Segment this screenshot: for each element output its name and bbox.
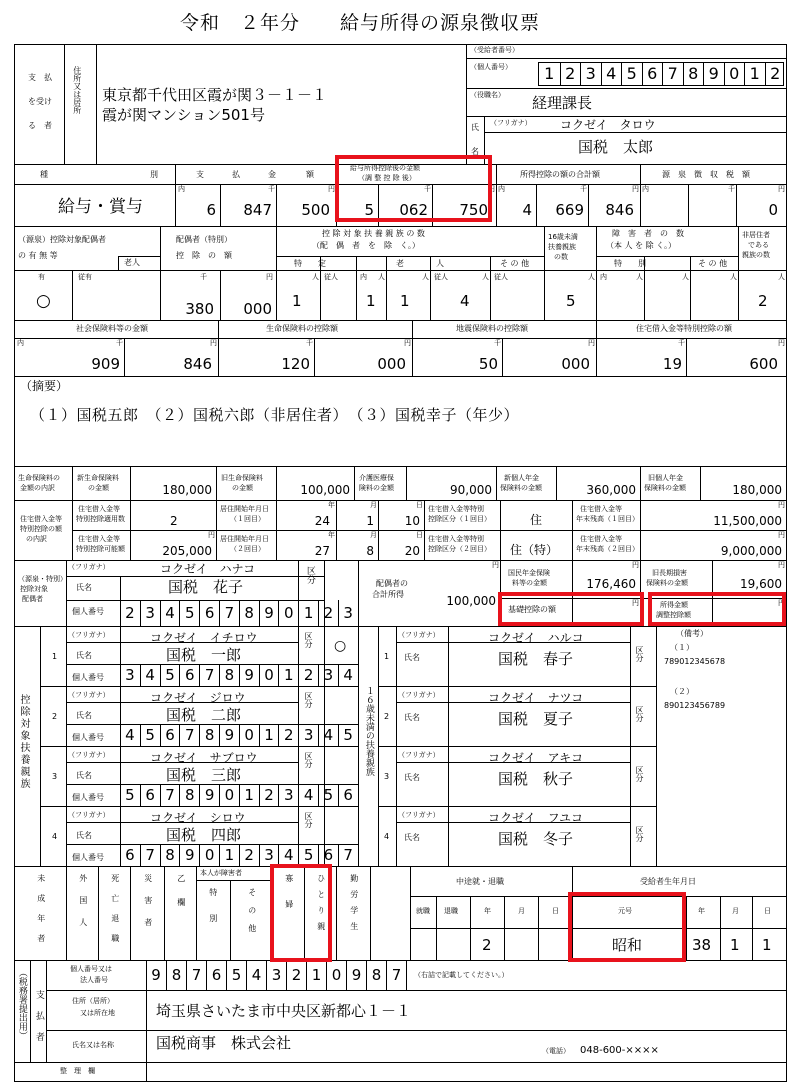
residence-start-day-2: 20	[404, 544, 420, 558]
recipient-personal-number	[538, 62, 784, 86]
spouse-deduction-yen: 000	[243, 300, 272, 318]
residence-start-year-2: 27	[314, 544, 330, 558]
under16-name: 国税 春子	[498, 650, 574, 668]
number-digit: 2	[286, 960, 306, 990]
number-digit: 8	[199, 724, 219, 746]
number-digit: 4	[318, 724, 338, 746]
dependent-name: 国税 二郎	[166, 706, 242, 724]
number-digit: 6	[179, 664, 199, 686]
number-digit: 2	[765, 63, 786, 85]
number-digit: 3	[318, 664, 338, 686]
deduction-total-yen: 846	[605, 201, 634, 219]
number-digit: 8	[683, 63, 704, 85]
number-digit: 4	[298, 784, 318, 806]
number-digit: 6	[125, 846, 135, 864]
under16-furigana: コクゼイ ナツコ	[488, 691, 584, 705]
nonresident-count: 2	[758, 292, 768, 310]
number-digit: 7	[338, 844, 358, 866]
number-digit: 0	[219, 784, 239, 806]
payer-phone: 048-600-××××	[580, 1045, 659, 1056]
number-digit: 7	[160, 784, 180, 806]
new-life-insurance: 180,000	[162, 483, 212, 497]
under16-name: 国税 夏子	[498, 710, 574, 728]
residence-start-day-1: 10	[404, 514, 420, 528]
address-line1: 東京都千代田区霞が関３－１－１	[102, 86, 328, 104]
number-digit: 5	[318, 784, 338, 806]
dependent-category: ○	[334, 638, 347, 654]
number-digit: 6	[206, 960, 226, 990]
number-digit: 6	[140, 784, 160, 806]
pay-amount-thousands: 847	[243, 201, 272, 219]
number-digit: 1	[219, 844, 239, 866]
number-digit: 9	[239, 664, 259, 686]
birth-era: 昭和	[612, 936, 643, 954]
pay-amount-millions: 6	[206, 201, 216, 219]
dependent-personal-number	[120, 844, 358, 866]
dependent-personal-number	[120, 664, 358, 686]
dependent-furigana: コクゼイ シロウ	[150, 811, 246, 825]
number-digit: 1	[298, 600, 318, 626]
address-line2: 霞が関マンション501号	[102, 106, 265, 124]
birth-month: 1	[730, 936, 740, 954]
under16-number: 2	[384, 712, 390, 721]
number-digit: 4	[246, 960, 266, 990]
number-digit: 0	[724, 63, 745, 85]
dependent-name: 国税 三郎	[166, 766, 242, 784]
number-digit: 6	[199, 600, 219, 626]
highlight-after-deduction	[335, 155, 492, 222]
new-pension-insurance: 360,000	[586, 483, 636, 497]
number-digit: 5	[226, 960, 246, 990]
deduction-total-millions: 4	[522, 201, 532, 219]
number-digit: 7	[140, 844, 160, 866]
payer-corporate-number	[146, 960, 406, 990]
spouse-presence: ○	[36, 291, 51, 311]
old-long-term-insurance: 19,600	[740, 577, 782, 591]
recipient-name: 国税 太郎	[578, 138, 654, 156]
under16-number: 1	[384, 652, 390, 661]
number-digit: 8	[166, 960, 186, 990]
number-digit: 6	[318, 844, 338, 866]
under16-count: 5	[566, 292, 576, 310]
number-digit: 4	[140, 664, 160, 686]
under16-label: １６歳未満の扶養親族	[363, 686, 374, 776]
recipient-number-label: （受給者番号）	[470, 46, 519, 54]
dependent-number: 4	[52, 832, 58, 841]
dependents-elderly-inner: 1	[366, 292, 376, 310]
under16-furigana: コクゼイ アキコ	[488, 751, 584, 765]
number-digit: 4	[338, 664, 358, 686]
residence-start-year-1: 24	[314, 514, 330, 528]
under16-furigana: コクゼイ フユコ	[488, 811, 584, 825]
number-digit: 8	[366, 960, 386, 990]
housing-balance-1: 11,500,000	[713, 514, 782, 528]
highlight-birth-era	[568, 892, 686, 962]
after-deduction-thousands: 062	[399, 201, 428, 219]
summary-label: （摘要）	[20, 379, 69, 393]
number-digit: 8	[239, 600, 259, 626]
number-digit: 6	[160, 724, 180, 746]
dependent-name: 国税 四郎	[166, 826, 242, 844]
number-digit: 0	[199, 844, 219, 866]
old-pension-insurance: 180,000	[732, 483, 782, 497]
number-digit: 5	[125, 786, 135, 804]
number-digit: 3	[125, 666, 135, 684]
number-digit: 0	[326, 960, 346, 990]
number-digit: 3	[259, 844, 279, 866]
spouse-deduction-thousands: 380	[185, 300, 214, 318]
under16-number: 3	[384, 772, 390, 781]
number-digit: 2	[560, 63, 581, 85]
dependent-personal-number	[120, 724, 358, 746]
number-digit: 2	[239, 844, 259, 866]
dependents-specific: 1	[292, 292, 302, 310]
number-digit: 4	[601, 63, 622, 85]
number-digit: 7	[386, 960, 406, 990]
number-digit: 9	[703, 63, 724, 85]
job-title: 経理課長	[532, 94, 593, 112]
number-digit: 6	[642, 63, 663, 85]
housing-deduction-thousands: 19	[662, 355, 682, 373]
number-digit: 9	[199, 784, 219, 806]
number-digit: 7	[199, 664, 219, 686]
retirement-month: 2	[482, 936, 492, 954]
number-digit: 8	[160, 844, 180, 866]
payer-address: 埼玉県さいたま市中央区新都心１－１	[156, 1002, 412, 1020]
number-digit: 3	[140, 600, 160, 626]
birth-day: 1	[762, 936, 772, 954]
number-digit: 3	[278, 784, 298, 806]
dependent-personal-number	[120, 784, 358, 806]
national-pension: 176,460	[586, 577, 636, 591]
pay-amount-yen: 500	[301, 201, 330, 219]
housing-deduction-available: 205,000	[162, 544, 212, 558]
number-digit: 6	[338, 784, 358, 806]
after-deduction-yen: 750	[459, 201, 488, 219]
number-digit: 7	[179, 724, 199, 746]
dependents-elderly: 1	[400, 292, 410, 310]
dependent-furigana: コクゼイ サブロウ	[150, 751, 258, 765]
remarks-label: （備考）	[676, 629, 708, 638]
remarks-number-1: 789012345678	[664, 657, 726, 666]
care-insurance: 90,000	[450, 483, 492, 497]
number-digit: 7	[219, 600, 239, 626]
housing-deduction-yen: 600	[749, 355, 778, 373]
highlight-widow-single-parent	[270, 864, 332, 962]
number-digit: 3	[298, 724, 318, 746]
dependents-other: 4	[460, 292, 470, 310]
number-digit: 3	[580, 63, 601, 85]
number-digit: 2	[298, 664, 318, 686]
personal-number-label: （個人番号）	[470, 63, 512, 71]
deduction-total-thousands: 669	[555, 201, 584, 219]
social-insurance-yen: 846	[183, 355, 212, 373]
spouse-total-income: 100,000	[446, 594, 496, 608]
life-insurance-yen: 000	[377, 355, 406, 373]
number-digit: 5	[140, 724, 160, 746]
residence-start-month-1: 1	[366, 514, 374, 528]
recipient-label: 支 払	[28, 73, 52, 82]
number-digit: 5	[298, 844, 318, 866]
number-digit: 1	[278, 664, 298, 686]
recipient-furigana: コクゼイ タロウ	[560, 118, 656, 132]
number-digit: 2	[318, 600, 338, 626]
dependent-name: 国税 一郎	[166, 646, 242, 664]
housing-category-2: 住（特）	[510, 543, 559, 557]
number-digit: 5	[621, 63, 642, 85]
remarks-number-2: 890123456789	[664, 701, 726, 710]
number-digit: 7	[662, 63, 683, 85]
number-digit: 9	[346, 960, 366, 990]
earthquake-insurance-yen: 000	[561, 355, 590, 373]
number-digit: 3	[338, 600, 358, 626]
under16-number: 4	[384, 832, 390, 841]
number-digit: 0	[278, 600, 298, 626]
under16-furigana: コクゼイ ハルコ	[488, 631, 584, 645]
number-digit: 0	[259, 664, 279, 686]
number-digit: 4	[125, 726, 135, 744]
number-digit: 9	[219, 724, 239, 746]
spouse-furigana: コクゼイ ハナコ	[160, 562, 256, 576]
housing-category-1: 住	[530, 513, 543, 527]
housing-deduction-count: 2	[170, 514, 178, 528]
number-digit: 9	[259, 600, 279, 626]
spouse-name: 国税 花子	[168, 578, 244, 596]
social-insurance-thousands: 909	[91, 355, 120, 373]
after-deduction-millions: 5	[364, 201, 374, 219]
summary-text: （１）国税五郎 （２）国税六郎（非居住者） （３）国税幸子（年少）	[30, 406, 520, 424]
old-life-insurance: 100,000	[300, 483, 350, 497]
number-digit: 1	[744, 63, 765, 85]
dependents-label: 控除対象扶養親族	[18, 694, 29, 790]
number-digit: 4	[278, 844, 298, 866]
earthquake-insurance-thousands: 50	[478, 355, 498, 373]
number-digit: 5	[160, 664, 180, 686]
dependent-number: 3	[52, 772, 58, 781]
dependent-number: 2	[52, 712, 58, 721]
number-digit: 1	[239, 784, 259, 806]
job-title-label: （役職名）	[470, 91, 505, 99]
number-digit: 1	[306, 960, 326, 990]
withholding-tax: 0	[768, 201, 778, 219]
dependent-number: 1	[52, 652, 58, 661]
tax-office-copy-label: （税務署提出用）	[16, 968, 27, 1040]
number-digit: 2	[259, 784, 279, 806]
highlight-basic-deduction	[498, 592, 644, 626]
residence-start-month-2: 8	[366, 544, 374, 558]
under16-name: 国税 秋子	[498, 770, 574, 788]
number-digit: 8	[219, 664, 239, 686]
spouse-personal-number	[120, 600, 358, 626]
under16-name: 国税 冬子	[498, 830, 574, 848]
highlight-income-adjustment	[648, 592, 786, 626]
number-digit: 5	[179, 600, 199, 626]
number-digit: 5	[338, 724, 358, 746]
number-digit: 7	[186, 960, 206, 990]
number-digit: 3	[266, 960, 286, 990]
payer-name: 国税商事 株式会社	[156, 1034, 292, 1052]
form-title: 令和 ２年分 給与所得の源泉徴収票	[180, 12, 541, 34]
number-digit: 0	[239, 724, 259, 746]
dependent-furigana: コクゼイ ジロウ	[150, 691, 246, 705]
number-digit: 8	[179, 784, 199, 806]
birth-year: 38	[692, 936, 712, 954]
number-digit: 9	[179, 844, 199, 866]
life-insurance-thousands: 120	[281, 355, 310, 373]
number-digit: 2	[125, 604, 135, 622]
dependent-furigana: コクゼイ イチロウ	[150, 631, 258, 645]
number-digit: 2	[278, 724, 298, 746]
number-digit: 9	[151, 966, 161, 984]
number-digit: 1	[544, 64, 555, 83]
address-label: 住所又は居所	[72, 66, 82, 114]
number-digit: 1	[259, 724, 279, 746]
number-digit: 4	[160, 600, 180, 626]
income-type: 給与・賞与	[58, 197, 143, 217]
housing-balance-2: 9,000,000	[720, 544, 782, 558]
